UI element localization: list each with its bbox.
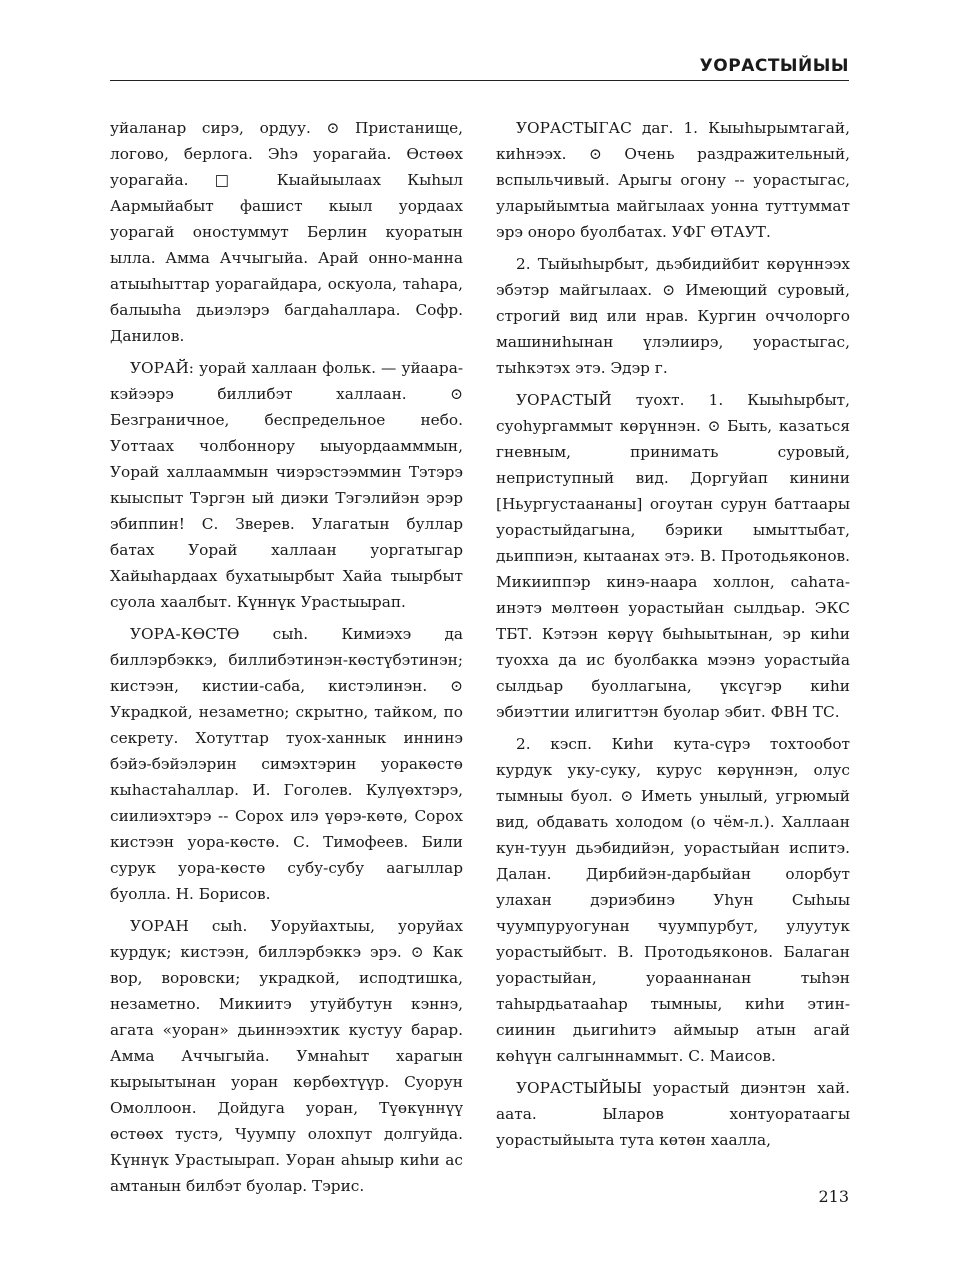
entry-paragraph: 2. Тыйыhырбыт, дьэбидийбит көрүннээх эбэтэр майгылаах. ⊙ Имеющий суровый, строгий вид или нрав. Кургин оччолорго машиниhынан үлэлиирэ, уорастыгас, тыhкэтэх этэ. Эдэр г.: [496, 255, 850, 377]
running-head: УОРАСТЫЙЫЫ: [699, 56, 849, 76]
entry-paragraph: УОРАСТЫГАС даг. 1. Кыыhырымтагай, киhнээх. ⊙ Очень раздражительный, вспыльчивый. Арыгы огону -- уорастыгас, уларыйымтыа майгылаах уонна туттуммат эрэ оноро буолбатах. УФГ ӨТАУТ.: [496, 119, 850, 241]
entry-paragraph: уйаланар сирэ, ордуу. ⊙ Пристанище, логово, берлога. Эhэ уорагайа. Өстөөх уорагайа. □ Кыайыылаах Кыhыл Аармыйабыт фашист кыыл уордаах уорагай оностуммут Берлин куоратын ылла. Амма Аччыгыйа. Арай онно-манна атыыhыттар уорагайдара, оскуола, таhара, балыыhа дьиэлэрэ багдаhаллара. Софр. Данилов.: [110, 119, 463, 345]
page-number: 213: [818, 1187, 849, 1206]
entry-paragraph: УОРА-КӨСТӨ сыh. Кимиэхэ да биллэрбэккэ, биллибэтинэн-көстүбэтинэн; кистээн, кистии-саба, кистэлинэн. ⊙ Украдкой, незаметно; скрытно, тайком, по секрету. Хотуттар туох-ханнык иннинэ бэйэ-бэйэлэрин симэхтэрин уоракөстө кыhастаhаллар. И. Гоголев. Кулүөхтэрэ, сиилиэхтэрэ -- Сорох илэ үөрэ-көтө, Сорох кистээн уора-көстө. С. Тимофеев. Били сурук уора-көстө субу-субу аагыллар буолла. Н. Борисов.: [110, 625, 463, 903]
entry-paragraph: УОРАЙ: уорай халлаан фольк. — уйаара-кэйээрэ биллибэт халлаан. ⊙ Безграничное, беспредельное небо. Уоттаах чолбоннору ыыуордаамммын, Уорай халлааммын чиэрэстээммин Тэтэрэ кыыспыт Тэргэн ый диэки Тэгэлийэн эрэр эбиппин! С. Зверев. Улагатын буллар батах Уорай халлаан уоргатыгар Хайыhардаах бухатыырбыт Хайа тыырбыт суола хаалбыт. Күннүк Урастыырап.: [110, 359, 463, 611]
right-column: [496, 115, 850, 1159]
entry-paragraph: УОРАСТЫЙ туохт. 1. Кыыhырбыт, суоhургаммыт көрүннэн. ⊙ Быть, казаться гневным, принимать суровый, неприступный вид. Доргуйап кинини [Ньургустаананы] огоутан сурун баттаары уорастыйдагына, бэрики ымыттыбат, дьиппиэн, кытаанах этэ. В. Протодьяконов. Микииппэр кинэ-наара холлон, саhата-инэтэ мөлтөөн уорастыйан сылдьар. ЭКС ТБТ. Кэтээн көрүү быhыытынан, эр киhи туохха да ис буолбакка мээнэ уорастыйа сылдьар буоллагына, үксүгэр киhи эбиэттии илигиттэн буолар эбит. ФВН ТС.: [496, 391, 850, 721]
entry-paragraph: УОРАСТЫЙЫЫ уорастый диэнтэн хай. аата. Ыларов хонтуоратаагы уорастыйыыта тута көтөн хаалла,: [496, 1079, 850, 1149]
header-rule: [110, 80, 849, 81]
entry-paragraph: УОРАН сыh. Уоруйахтыы, уоруйах курдук; кистээн, биллэрбэккэ эрэ. ⊙ Как вор, воровски; украдкой, исподтишка, незаметно. Микиитэ утуйбутун кэннэ, агата «уоран» дьиннээхтик кустуу барар. Амма Аччыгыйа. Умнаhыт харагын кырыытынан уоран көрбөхтүүр. Суорун Омоллоон. Дойдуга уоран, Түөкүннүү өстөөх тустэ, Чуумпу олохпут долгуйда. Күннүк Урастыырап. Уоран аhыыр киhи ас амтанын билбэт буолар. Тэрис.: [110, 917, 463, 1195]
left-column: [110, 115, 463, 1205]
entry-paragraph: 2. кэсп. Киhи кута-сүрэ тохтообот курдук уку-суку, курус көрүннэн, олус тымныы буол. ⊙ Иметь унылый, угрюмый вид, обдавать холодом (о чём-л.). Халлаан кун-туун дьэбидийэн, уорастыйан испитэ. Далан. Дирбийэн-дарбыйан олорбут улахан дэриэбинэ Уhун Сыhыы чуумпуруогунан чуумпурбут, улуутук уорастыйбыт. В. Протодьяконов. Балаган уорастыйан, уорааннанан тыhэн таhырдьатааhар тымныы, киhи этин-сиинин дьигиhитэ аймыыр атын агай көhүүн салгыннаммыт. С. Маисов.: [496, 735, 850, 1065]
